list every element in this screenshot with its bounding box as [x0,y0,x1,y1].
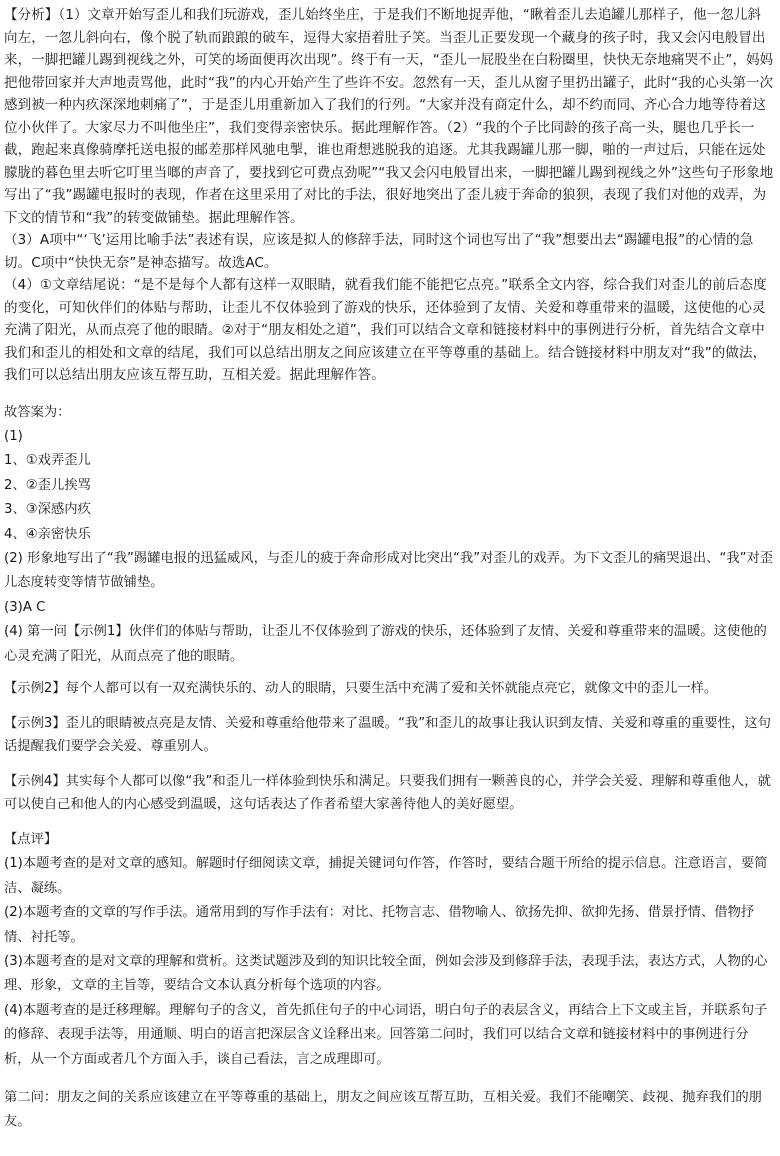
answer-q1-item: 4、④亲密快乐 [4,526,91,542]
second-question-answer: 第二问：朋友之间的关系应该建立在平等尊重的基础上，朋友之间应该互帮互助，互相关爱。我们不能嘲笑、歧视、抛弃我们的朋友。 [4,1090,762,1130]
review-item-1: (1)本题考查的是对文章的感知。解题时仔细阅读文章，捕捉关键词句作答，作答时，要结合题干所给的提示信息。注意语言，要简洁、凝练。 [4,856,768,896]
answer-section [4,401,774,669]
answer-example-2: 【示例2】每个人都可以有一双充满快乐的、动人的眼睛，只要生活中充满了爱和关怀就能点亮它，就像文中的歪儿一样。 [4,680,718,696]
answer-q1-item: 1、①戏弄歪儿 [4,453,91,469]
answer-example-3: 【示例3】歪儿的眼睛被点亮是友情、关爱和尊重给他带来了温暖。“我”和歪儿的故事让我认识到友情、关爱和尊重的重要性，这句话提醒我们要学会关爱、尊重别人。 [4,715,771,754]
analysis-section [4,4,774,387]
analysis-paragraph-3: （3）A项中“‘飞’运用比喻手法”表述有误，应该是拟人的修辞手法，同时这个词也写出了“我”想要出去“踢罐电报”的心情的急切。C项中“快快无奈”是神态描写。故选AC。 [4,232,754,271]
review-item-3: (3)本题考查的是对文章的理解和赏析。这类试题涉及到的知识比较全面，例如会涉及到修辞手法，表现手法，表达方式，人物的心理、形象，文章的主旨等，要结合文本认真分析每个选项的内容。 [4,954,768,994]
answer-q1-item: 2、②歪儿挨骂 [4,477,91,493]
answer-example-4: 【示例4】其实每个人都可以像“我”和歪儿一样体验到快乐和满足。只要我们拥有一颗善良的心，并学会关爱、理解和尊重他人，就可以使自己和他人的内心感受到温暖，这句话表达了作者希望大家善待他人的美好愿望。 [4,773,771,812]
watermark: · [112,118,150,176]
answer-q4: (4) 第一问【示例1】伙伴们的体贴与帮助，让歪儿不仅体验到了游戏的快乐，还体验到了友情、关爱和尊重带来的温暖。这使他的心灵充满了阳光，从而点亮了他的眼睛。 [4,624,767,664]
review-item-2: (2)本题考查的文章的写作手法。通常用到的写作手法有：对比、托物言志、借物喻人、欲扬先抑、欲抑先扬、借景抒情、借物抒情、衬托等。 [4,905,755,945]
review-item-4: (4)本题考查的是迁移理解。理解句子的含义，首先抓住句子的中心词语，明白句子的表层含义，再结合上下文或主旨，并联系句子的修辞、表现手法等，用通顺、明白的语言把深层含义诠释出来。回答第二问时，我们可以结合文章和链接材料中的事例进行分析，从一个方面或者几个方面入手，谈自己看法，言之成理即可。 [4,1002,768,1067]
answer-q2: (2) 形象地写出了“我”踢罐电报的迅猛威风，与歪儿的疲于奔命形成对比突出“我”对歪儿的戏弄。为下文歪儿的痛哭退出、“我”对歪儿态度转变等情节做铺垫。 [4,550,774,591]
review-heading: 【点评】 [4,831,58,847]
answer-q1-item: 3、③深感内疚 [4,502,91,518]
analysis-paragraph-1: 【分析】（1）文章开始写歪儿和我们玩游戏，歪儿始终坐庄，于是我们不断地捉弄他，“瞅着歪儿去追罐儿那样子，他一忽儿斜向左，一忽儿斜向右，像个脱了轨而踉踉的破车，逗得大家捂着肚子笑。当歪儿正要发现一个藏身的孩子时，我又会闪电般冒出来，一脚把罐儿踢到视线之外，可笑的场面便再次出现”。终于有一天，“歪儿一屁股坐在白粉圈里，快快无奈地痛哭不止”，妈妈把他带回家并大声地责骂他，此时“我”的内心开始产生了些许不安。忽然有一天，歪儿从窗子里扔出罐子，此时“我的心头第一次感到被一种内疚深深地刺痛了”，于是歪儿用重新加入了我们的行列。“大家并没有商定什么，却不约而同、齐心合力地等待着这位小伙伴了。大家尽力不叫他坐庄”，我们变得亲密快乐。据此理解作答。（2）“我的个子比同龄的孩子高一头，腿也几乎长一截，跑起来真像骑摩托送电报的邮差那样风驰电掣，谁也甭想逃脱我的追逐。尤其我踢罐儿那一脚，啪的一声过后，只能在远处朦胧的暮色里去听它叮里当啷的声音了，要找到它可费点劲呢”“我又会闪电般冒出来，一脚把罐儿踢到视线之外”这些句子形象地写出了“我”踢罐电报时的表现，作者在这里采用了对比的手法，很好地突出了歪儿疲于奔命的狼狈，表现了我们对他的戏弄，为下文的情节和“我”的转变做铺垫。据此理解作答。 [4,7,774,226]
second-question-section [4,1086,774,1135]
review-section [4,828,774,1072]
answer-heading: 故答案为： [4,404,71,420]
answer-q3: (3)A C [4,599,46,615]
analysis-paragraph-4: （4）①文章结尾说：“是不是每个人都有这样一双眼睛，就看我们能不能把它点亮。”联系全文内容，综合我们对歪儿的前后态度的变化，可知伙伴们的体贴与帮助，让歪儿不仅体验到了游戏的快乐，还体验到了友情、关爱和尊重带来的温暖，这使他的心灵充满了阳光，从而点亮了他的眼睛。②对于“朋友相处之道”，我们可以结合文章和链接材料中的事例进行分析，首先结合文章中我们和歪儿的相处和文章的结尾，我们可以总结出朋友之间应该建立在平等尊重的基础上。结合链接材料中朋友对“我”的做法，我们可以总结出朋友应该互帮互助，互相关爱。据此理解作答。 [4,277,767,383]
answer-q1-label: (1) [4,428,23,444]
